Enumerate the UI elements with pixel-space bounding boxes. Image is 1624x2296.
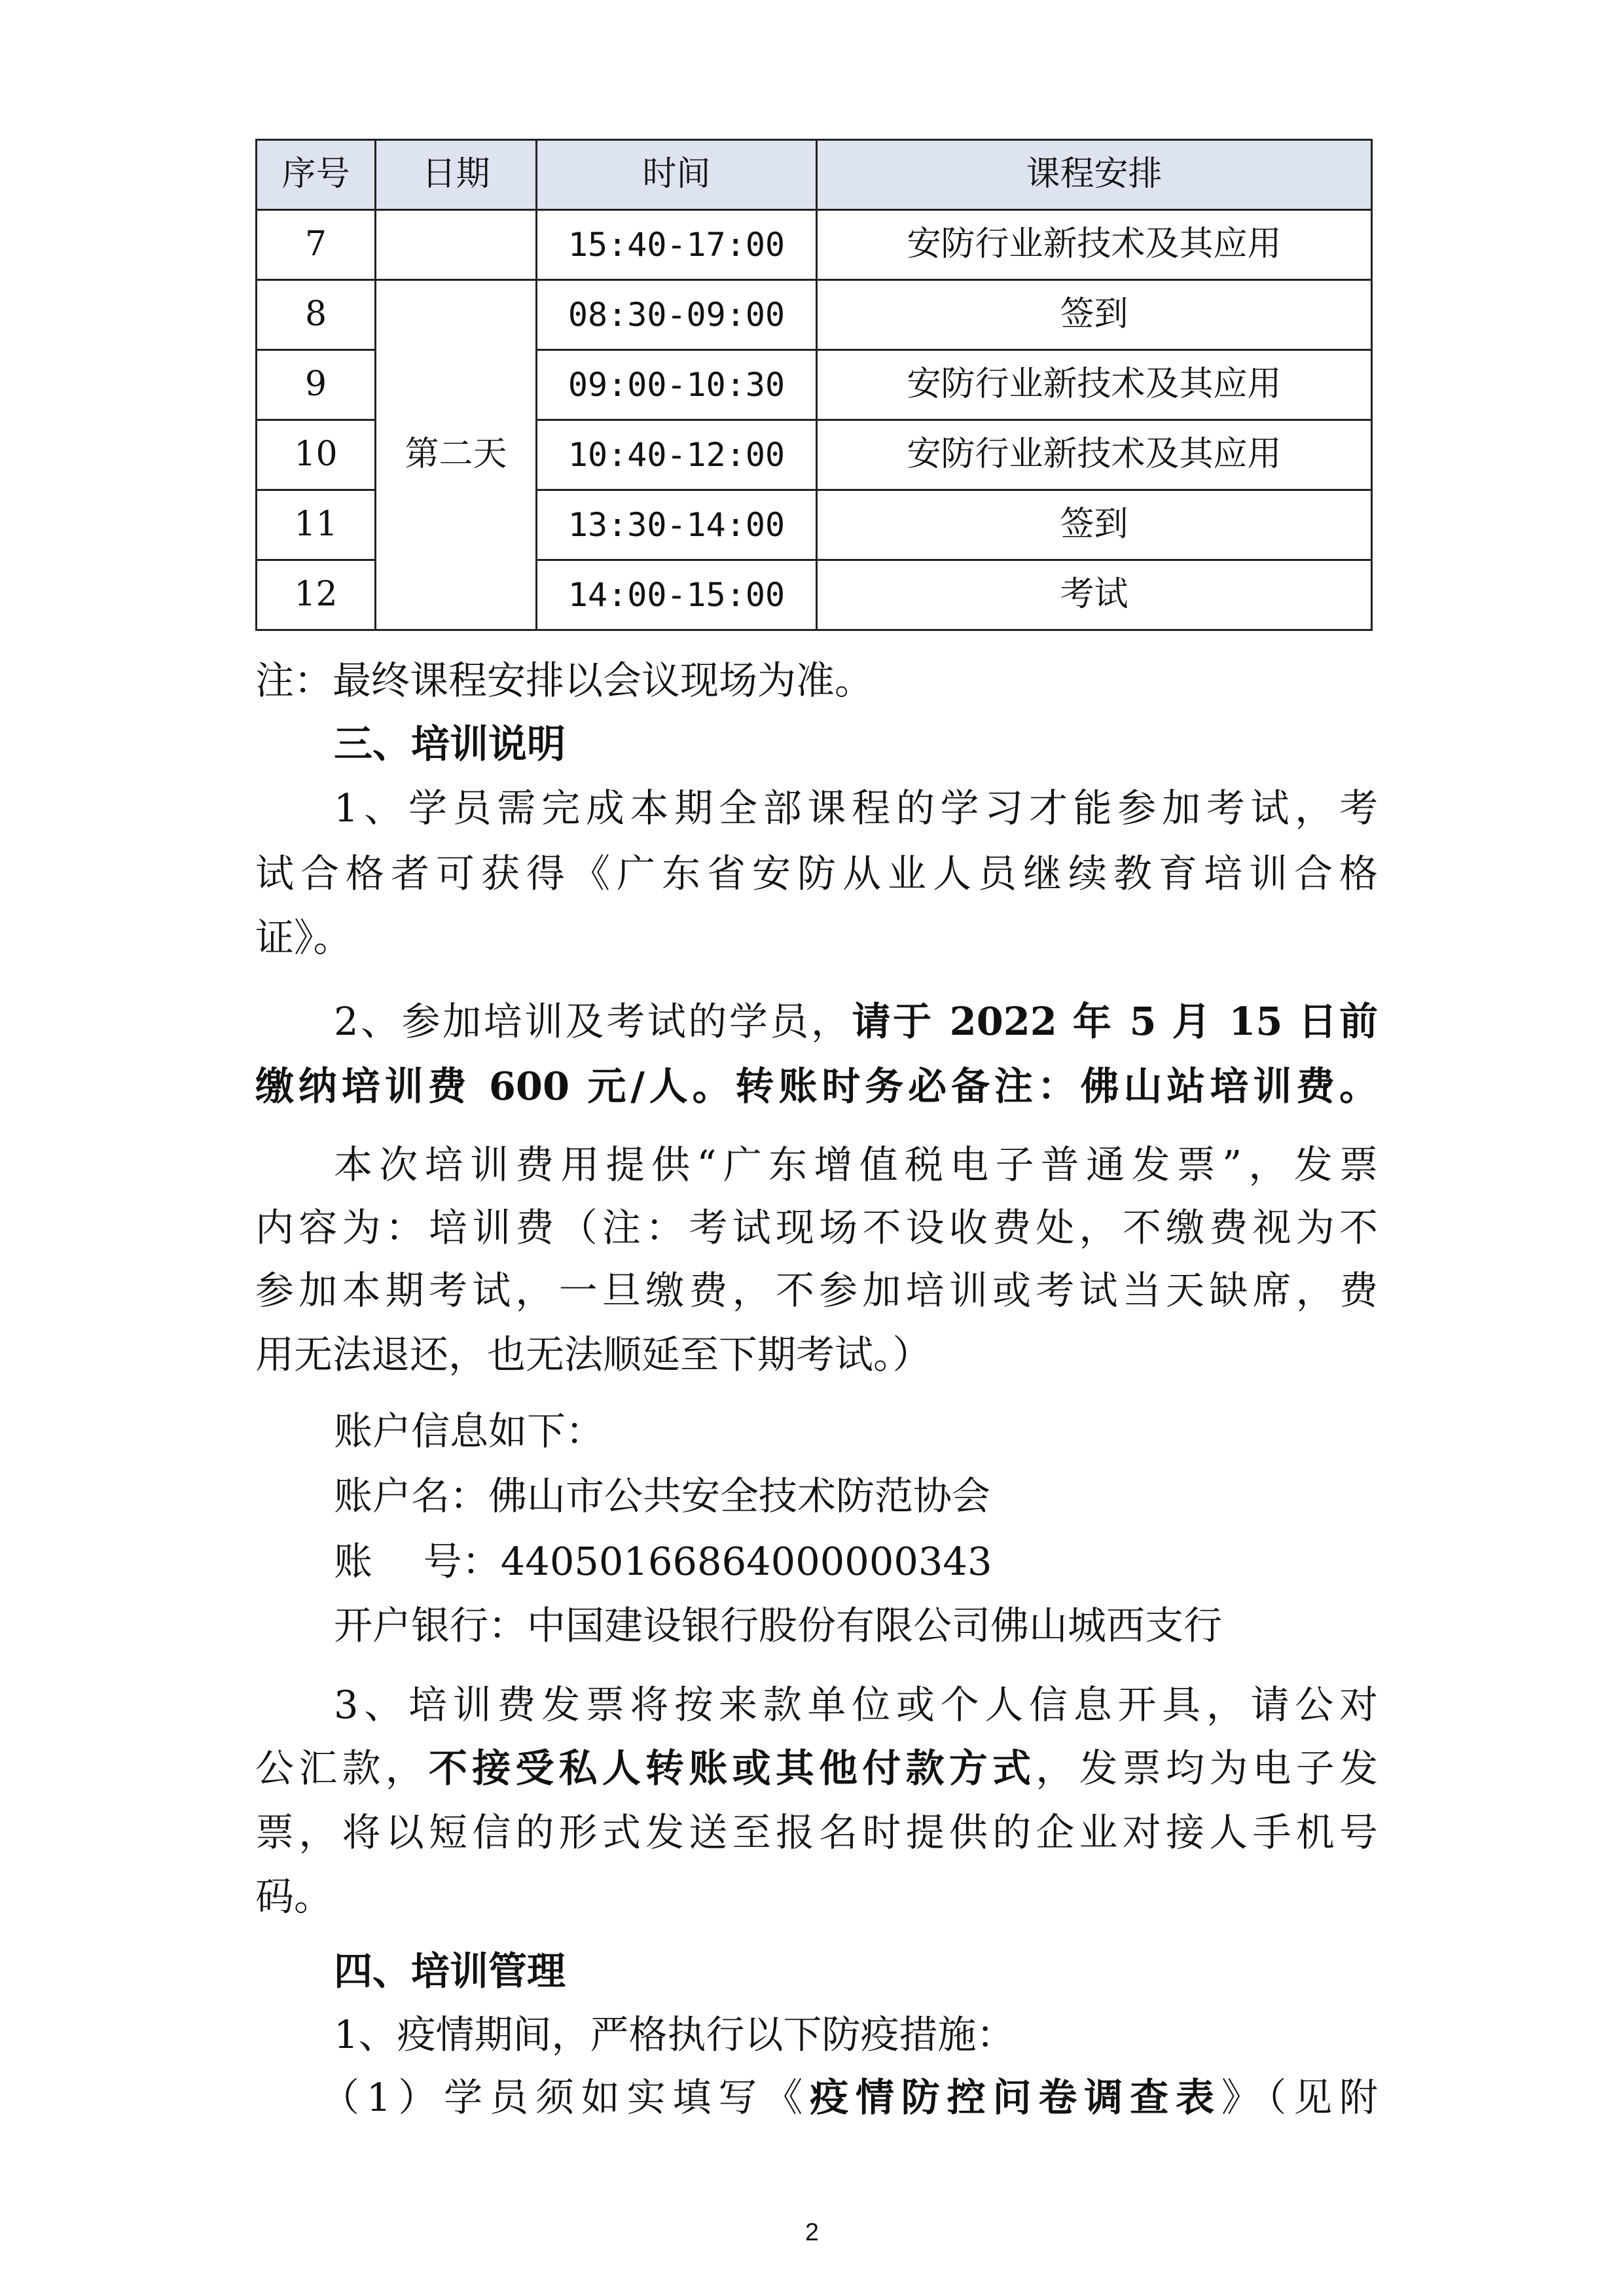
payment-fee-notice: 缴纳培训费 600 元/人。转账时务必备注：佛山站培训费。	[255, 1064, 1378, 1109]
row-date-empty	[376, 210, 537, 280]
item-2-prefix: 2、参加培训及考试的学员，	[334, 999, 852, 1044]
header-time: 时间	[537, 140, 817, 210]
section-3-item-1-line-1: 1、学员需完成本期全部课程的学习才能参加考试，考	[334, 785, 1378, 831]
section-3-item-2-line-1	[334, 996, 1378, 1048]
section-4-sub-1	[321, 2072, 1378, 2124]
invoice-line-4: 用无法退还，也无法顺延至下期考试。）	[255, 1332, 931, 1377]
row-no: 8	[257, 280, 376, 350]
no-private-transfer-notice: 不接受私人转账或其他付款方式	[428, 1746, 1036, 1791]
account-name: 账户名：佛山市公共安全技术防范协会	[334, 1473, 991, 1518]
row-no: 10	[257, 420, 376, 490]
row-course: 安防行业新技术及其应用	[817, 210, 1372, 280]
section-4-heading: 四、培训管理	[334, 1948, 566, 1994]
row-time: 15:40-17:00	[537, 210, 817, 280]
row-time: 10:40-12:00	[537, 420, 817, 490]
section-3-item-3-line-1: 3、培训费发票将按来款单位或个人信息开具，请公对	[334, 1682, 1378, 1727]
section-3-item-1-line-3: 证》。	[255, 915, 352, 960]
payment-deadline: 请于 2022 年 5 月 15 日前	[852, 999, 1378, 1044]
row-no: 11	[257, 490, 376, 560]
row-no: 12	[257, 560, 376, 630]
row-no: 9	[257, 350, 376, 420]
schedule-note: 注：最终课程安排以会议现场为准。	[255, 658, 874, 703]
row-date-day-two: 第二天	[376, 280, 537, 630]
sub-1-suffix: 》（见附	[1221, 2075, 1378, 2120]
row-course: 安防行业新技术及其应用	[817, 420, 1372, 490]
sub-1-prefix: （1）学员须如实填写《	[321, 2075, 810, 2120]
schedule-table	[255, 139, 1373, 631]
page-number: 2	[804, 2219, 820, 2246]
item-3-prefix: 公汇款，	[255, 1746, 429, 1791]
header-course: 课程安排	[817, 140, 1372, 210]
row-time: 08:30-09:00	[537, 280, 817, 350]
account-number: 账 号：44050166864000000343	[334, 1539, 992, 1584]
row-course: 安防行业新技术及其应用	[817, 350, 1372, 420]
header-date: 日期	[376, 140, 537, 210]
row-course: 签到	[817, 280, 1372, 350]
invoice-line-1: 本次培训费用提供“广东增值税电子普通发票”，发票	[334, 1142, 1378, 1187]
questionnaire-title: 疫情防控问卷调查表	[810, 2075, 1221, 2120]
section-3-item-3-line-4: 码。	[255, 1874, 333, 1919]
table-row	[257, 210, 1372, 280]
section-4-item-1: 1、疫情期间，严格执行以下防疫措施：	[334, 2012, 1015, 2057]
row-time: 14:00-15:00	[537, 560, 817, 630]
section-3-item-3-line-2	[255, 1742, 1378, 1795]
row-course: 签到	[817, 490, 1372, 560]
account-bank: 开户银行：中国建设银行股份有限公司佛山城西支行	[334, 1603, 1223, 1648]
invoice-line-2: 内容为：培训费（注：考试现场不设收费处，不缴费视为不	[255, 1205, 1378, 1250]
row-time: 13:30-14:00	[537, 490, 817, 560]
section-3-item-1-line-2: 试合格者可获得《广东省安防从业人员继续教育培训合格	[255, 851, 1378, 896]
item-3-suffix: ，发票均为电子发	[1036, 1746, 1378, 1791]
header-no: 序号	[257, 140, 376, 210]
row-time: 09:00-10:30	[537, 350, 817, 420]
section-3-item-3-line-3: 票，将以短信的形式发送至报名时提供的企业对接人手机号	[255, 1810, 1378, 1855]
row-no: 7	[257, 210, 376, 280]
table-header-row	[257, 140, 1372, 210]
section-3-heading: 三、培训说明	[334, 721, 566, 766]
table-row	[257, 280, 1372, 350]
invoice-line-3: 参加本期考试，一旦缴费，不参加培训或考试当天缺席，费	[255, 1268, 1378, 1313]
row-course: 考试	[817, 560, 1372, 630]
account-intro: 账户信息如下：	[334, 1408, 605, 1454]
